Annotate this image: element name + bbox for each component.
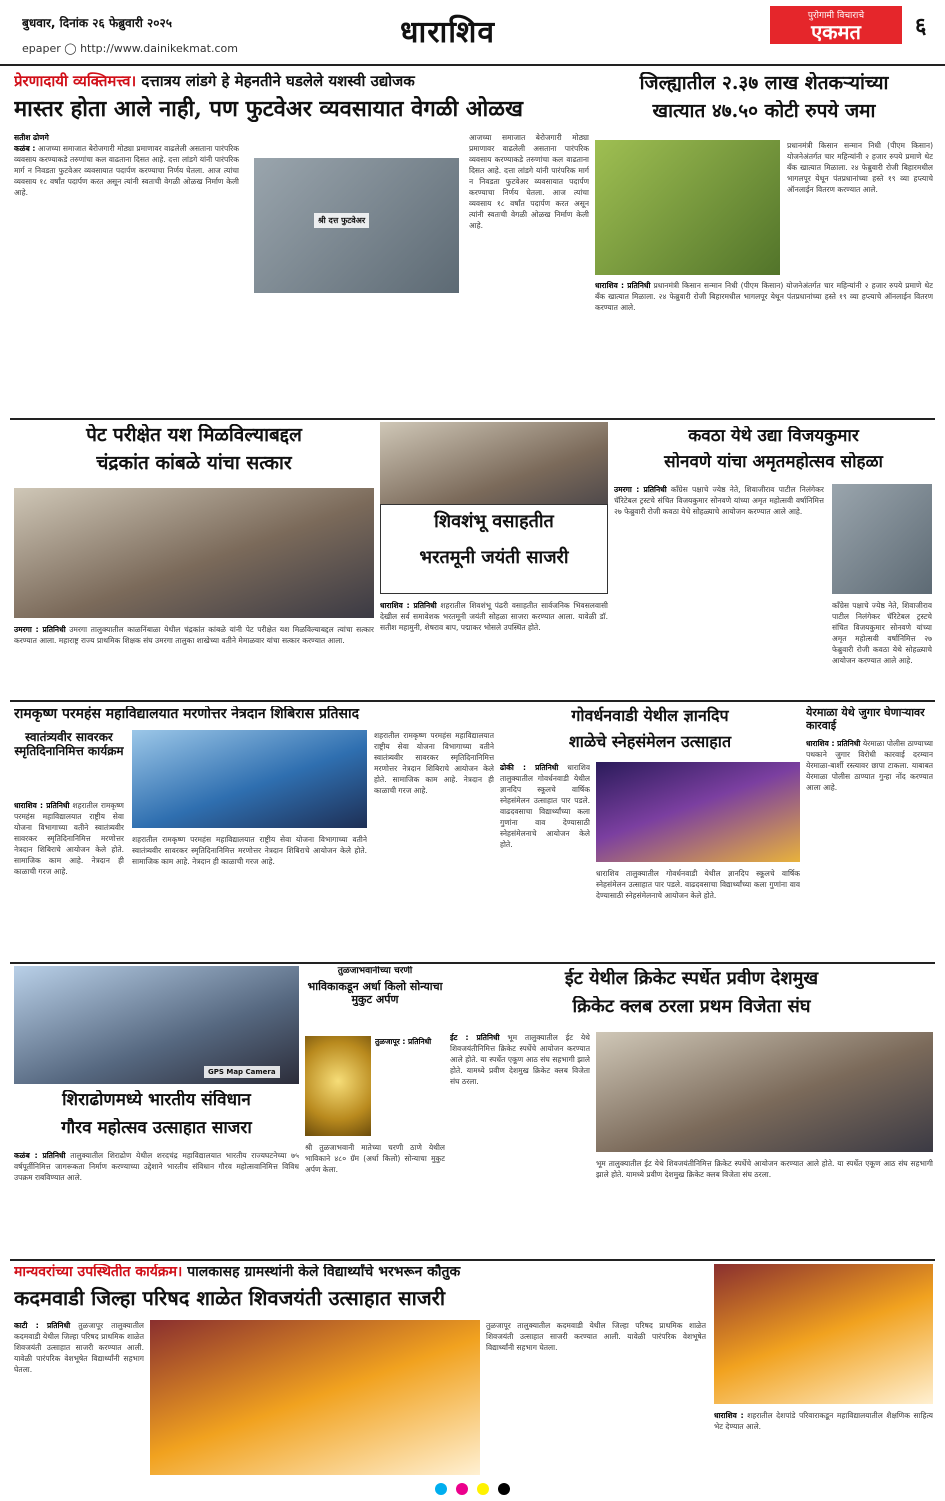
body-text: शहरातील रामकृष्ण परमहंस महाविद्यालयात राष्ट्रीय सेवा योजना विभागाच्या वतीने स्वातंत्र्यवीर सावरकर स्मृतिदिनानिमित्त मरणोत्तर नेत्रदान शिबिराचे आयोजन केले होते. सामाजिक काम आहे. नेत्रदान ही काळाची गरज आहे. xyxy=(14,801,124,876)
story-body xyxy=(14,800,124,955)
brand-tagline: पुरोगामी विचाराचे xyxy=(807,11,865,21)
dateline: कळंब : xyxy=(14,144,36,153)
epaper-label: epaper xyxy=(22,42,61,55)
headline-line1: शिराढोणमध्ये भारतीय संविधान xyxy=(62,1090,251,1110)
headline-line1: गोवर्धनवाडी येथील ज्ञानदिप xyxy=(571,706,729,725)
edition-title: धाराशिव xyxy=(400,15,496,50)
story-constitution-festival xyxy=(14,966,299,1256)
headline-line2: क्रिकेट क्लब ठरला प्रथम विजेता संघ xyxy=(572,996,811,1017)
body-text: भूम तालुक्यातील ईट येथे शिवजयंतीनिमित्त क्रिकेट स्पर्धेचे आयोजन करण्यात आले होते. या स्पर्धेत एकूण आठ संघ सहभागी झाले होते. यामध्ये प्रवीण देशमुख क्रिकेट क्लब विजेता संघ ठरला. xyxy=(450,1033,590,1086)
shop-photo xyxy=(254,158,459,293)
masthead xyxy=(0,0,945,66)
school-photo xyxy=(714,1264,933,1404)
brand-name: एकमत xyxy=(811,20,861,44)
site-url: http://www.dainikekmat.com xyxy=(80,42,238,55)
brand-logo xyxy=(770,6,902,44)
side-dateline: धाराशिव : xyxy=(714,1411,744,1420)
headline: मास्तर होता आले नाही, पण फुटवेअर व्यवसायात वेगळी ओळख xyxy=(14,96,524,122)
headline: भाविकाकडून अर्धा किलो सोन्याचा मुकुट अर्पण xyxy=(307,980,443,1007)
story-kicker xyxy=(14,72,589,90)
issue-date: बुधवार, दिनांक २६ फेब्रुवारी २०२५ xyxy=(22,16,172,30)
story-gambling-raid xyxy=(806,704,933,959)
cyan-dot xyxy=(435,1483,447,1495)
story-bharatmuni xyxy=(380,422,608,697)
print-registration-bar xyxy=(0,1480,945,1501)
story-body xyxy=(500,762,590,957)
body-text: प्रधानमंत्री किसान सन्मान निधी (पीएम किसान) योजनेअंतर्गत चार महिन्यांनी २ हजार रुपये प्रमाणे थेट बँक खात्यात मिळाला. २४ फेब्रुवारी रोजी बिहारमधील भागलपूर येथून पंतप्रधानांच्या हस्ते १९ व्या हप्त्याचे ऑनलाईन वितरण करण्यात आले. xyxy=(787,141,933,194)
story-body xyxy=(14,132,239,412)
story-pet-exam xyxy=(14,422,374,697)
page-number: ६ xyxy=(915,14,927,39)
byline: सतीश ढोणगे xyxy=(14,133,49,142)
headline-line1: पेट परीक्षेत यश मिळविल्याबद्दल xyxy=(86,424,302,446)
kicker-rest: दत्तात्रय लांडगे हे मेहनतीने घडलेले यशस्वी उद्योजक xyxy=(141,72,415,90)
crown-photo xyxy=(305,1036,371,1136)
celebration-photo xyxy=(150,1320,480,1475)
story-eye-donation xyxy=(14,704,494,959)
team-photo xyxy=(596,1032,933,1152)
story-body-middle xyxy=(132,834,367,954)
seminar-photo xyxy=(132,730,367,828)
divider xyxy=(10,962,935,964)
story-body-side xyxy=(596,1158,933,1254)
kicker-red: मान्यवरांच्या उपस्थितीत कार्यक्रम। xyxy=(14,1264,183,1280)
body-text: प्रधानमंत्री किसान सन्मान निधी (पीएम किसान) योजनेअंतर्गत चार महिन्यांनी २ हजार रुपये प्रमाणे थेट बँक खात्यात मिळाला. २४ फेब्रुवारी रोजी बिहारमधील भागलपूर येथून पंतप्रधानांच्या हस्ते १९ व्या हप्त्याचे ऑनलाईन वितरण करण्यात आले. xyxy=(595,281,933,312)
story-body xyxy=(614,484,824,694)
story-body xyxy=(305,1142,445,1254)
photo-caption: श्री दत्त फुटवेअर xyxy=(314,213,369,228)
body-text: काँग्रेस पक्षाचे ज्येष्ठ नेते, शिवाजीराव पाटील निलंगेकर चॅरिटेबल ट्रस्टचे संचित विजयकुमार सोनवणे यांच्या अमृत महोत्सवी वर्षानिमित्त २७ फेब्रुवारी रोजी कवठा येथे सोहळ्याचे आयोजन करण्यात आले आहे. xyxy=(614,485,824,516)
headline-line1: जिल्ह्यातील २.३७ लाख शेतकऱ्यांच्या xyxy=(639,72,889,94)
story-body xyxy=(14,1150,299,1254)
headline: येरमाळा येथे जुगार घेणाऱ्यावर कारवाई xyxy=(806,706,925,733)
story-amrut-mahotsav xyxy=(614,422,933,697)
body-text: धाराशिव तालुक्यातील गोवर्धनवाडी येथील ज्ञानदिप स्कूलचे वार्षिक स्नेहसंमेलन उत्साहात पार पडले. वाढदवसाचा विद्यार्थ्यांच्या कला गुणांना वाव देण्यासाठी स्नेहसंमेलनाचे आयोजन केले होते. xyxy=(596,869,800,900)
story-body-right xyxy=(374,730,494,955)
divider xyxy=(10,418,935,420)
stage-photo xyxy=(596,762,800,862)
story-body xyxy=(595,280,933,410)
body-text: तुळजापूर तालुक्यातील कदमवाडी येथील जिल्हा परिषद प्राथमिक शाळेत शिवजयंती उत्साहात साजरी करण्यात आली. यावेळी पारंपरिक वेशभूषेत विद्यार्थ्यांनी सहभाग घेतला. xyxy=(14,1321,144,1374)
black-dot xyxy=(498,1483,510,1495)
story-kicker xyxy=(14,1264,714,1281)
body-text: येरमाळा पोलीस ठाण्याच्या पथकाने जुगार विरोधी कारवाई दरम्यान येरमाळा-बार्शी रस्त्यावर छापा टाकला. याबाबत येरमाळा पोलीस ठाण्यात गुन्हा नोंद करण्यात आला आहे. xyxy=(806,739,933,792)
body-text: श्री तुळजाभवानी मातेच्या चरणी ठाणे येथील भाविकाने ४८० ग्रॅम (अर्धा किलो) सोन्याचा मुकुट अर्पण केला. xyxy=(305,1143,445,1174)
story-footwear xyxy=(14,70,589,415)
body-text: धाराशिव तालुक्यातील गोवर्धनवाडी येथील ज्ञानदिप स्कूलचे वार्षिक स्नेहसंमेलन उत्साहात पार पडले. वाढदवसाचा विद्यार्थ्यांच्या कला गुणांना वाव देण्यासाठी स्नेहसंमेलनाचे आयोजन केले होते. xyxy=(500,763,590,849)
side-title: स्वातंत्र्यवीर सावरकर स्मृतिदिनानिमित्त कार्यक्रम xyxy=(14,730,124,759)
divider xyxy=(10,1259,935,1261)
kicker: तुळजाभवानीच्या चरणी xyxy=(337,966,413,976)
dateline: धाराशिव : प्रतिनिधी xyxy=(806,739,861,748)
body-text: शहरातील शिवशंभू पंढरी वसाहतीत सार्वजनिक भिवसलवासी देखील सर्व समावेशक भरतमूनी जयंती सोहळा साजरा करण्यात आला. यावेळी डॉ. सतीश महामुनी, शेषराव बाप, पद्माकर भोसले उपस्थित होते. xyxy=(380,601,608,632)
story-body xyxy=(450,1032,590,1254)
headline: रामकृष्ण परमहंस महाविद्यालयात मरणोत्तर नेत्रदान शिबिरास प्रतिसाद xyxy=(14,706,360,722)
story-body xyxy=(14,1320,144,1475)
body-text: भूम तालुक्यातील ईट येथे शिवजयंतीनिमित्त क्रिकेट स्पर्धेचे आयोजन करण्यात आले होते. या स्पर्धेत एकूण आठ संघ सहभागी झाले होते. यामध्ये प्रवीण देशमुख क्रिकेट क्लब विजेता संघ ठरला. xyxy=(596,1159,933,1179)
headline: कदमवाडी जिल्हा परिषद शाळेत शिवजयंती उत्साहात साजरी xyxy=(14,1286,446,1310)
story-body xyxy=(806,738,933,956)
headline-line2: सोनवणे यांचा अमृतमहोत्सव सोहळा xyxy=(664,452,883,472)
dateline: उमरगा : प्रतिनिधी xyxy=(14,625,66,634)
body-text: तालुक्यातील शिराढोण येथील शरदचंद्र महाविद्यालयात भारतीय राज्यघटनेच्या ७५ वर्षपूर्तीनिमित्त जागरूकता निर्माण करण्याच्या उद्देशाने भारतीय संविधान गौरव महोत्सवानिमित्त विविध उपक्रम राबविण्यात आले. xyxy=(14,1151,299,1182)
story-body xyxy=(14,624,374,694)
yellow-dot xyxy=(477,1483,489,1495)
headline-line2: खात्यात ४७.५० कोटी रुपये जमा xyxy=(652,100,876,122)
story-pm-kisan xyxy=(595,70,933,415)
story-body-side xyxy=(832,600,932,695)
dateline: कळंब : प्रतिनिधी xyxy=(14,1151,66,1160)
dateline: धाराशिव : प्रतिनिधी xyxy=(14,801,70,810)
headline-line1: कवठा येथे उद्या विजयकुमार xyxy=(688,426,859,446)
headline-line1: शिवशंभू वसाहतीत xyxy=(434,511,554,532)
festival-photo xyxy=(14,966,299,1084)
dateline: तुळजापूर : प्रतिनिधी xyxy=(375,1037,432,1046)
divider xyxy=(10,700,935,702)
story-cricket xyxy=(450,966,933,1256)
farmer-photo xyxy=(595,140,780,275)
dateline: काटी : प्रतिनिधी xyxy=(14,1321,71,1330)
story-shivjayanti xyxy=(14,1262,933,1477)
body-text: उमरगा तालुक्यातील काळनिंबाळा येथील चंद्रकांत कांबळे यांनी पेट परीक्षेत यश मिळविल्याबद्दल त्यांचा सत्कार करण्यात आला. महाराष्ट्र राज्य प्राथमिक शिक्षक संघ उमरगा तालुका शाखेच्या वतीने मेमाळवार यांचा सत्कार करण्यात आला. xyxy=(14,625,374,645)
headline-line1: ईट येथील क्रिकेट स्पर्धेत प्रवीण देशमुख xyxy=(564,968,819,989)
story-body-continued xyxy=(469,132,589,412)
body-text: शहरातील रामकृष्ण परमहंस महाविद्यालयात राष्ट्रीय सेवा योजना विभागाच्या वतीने स्वातंत्र्यवीर सावरकर स्मृतिदिनानिमित्त मरणोत्तर नेत्रदान शिबिराचे आयोजन केले होते. सामाजिक काम आहे. नेत्रदान ही काळाची गरज आहे. xyxy=(132,835,367,866)
dateline: ढोकी : प्रतिनिधी xyxy=(500,763,559,772)
body-text: आजच्या समाजात बेरोजगारी मोठ्या प्रमाणावर वाढलेली असताना पारंपरिक व्यवसाय करण्याकडे तरुणांचा कल वाढताना दिसत आहे. दत्ता लांडगे यांनी पारंपरिक मार्ग न निवडता फुटवेअर व्यवसायात पदार्पण करण्याचा निर्णय घेतला. आज त्यांचा व्यवसाय १८ वर्षांत पदार्पण करत असून त्यांनी स्वतःची वेगळी ओळख निर्माण केली आहे. xyxy=(469,133,589,230)
side-text: शहरातील देशपांडे परिवाराकडून महाविद्यालयातील शैक्षणिक साहित्य भेट देण्यात आले. xyxy=(714,1411,933,1431)
dateline: धाराशिव : प्रतिनिधी xyxy=(380,601,437,610)
portrait-photo xyxy=(832,484,932,594)
headline-line2: गौरव महोत्सव उत्साहात साजरा xyxy=(61,1118,252,1138)
story-body-side xyxy=(375,1036,445,1136)
headline-box xyxy=(380,504,608,594)
body-text: काँग्रेस पक्षाचे ज्येष्ठ नेते, शिवाजीराव पाटील निलंगेकर चॅरिटेबल ट्रस्टचे संचित विजयकुमार सोनवणे यांच्या अमृत महोत्सवी वर्षानिमित्त २७ फेब्रुवारी रोजी कवठा येथे सोहळ्याचे आयोजन करण्यात आले आहे. xyxy=(832,601,932,665)
headline-line2: भरतमूनी जयंती साजरी xyxy=(419,546,569,568)
body-text: तुळजापूर तालुक्यातील कदमवाडी येथील जिल्हा परिषद प्राथमिक शाळेत शिवजयंती उत्साहात साजरी करण्यात आली. यावेळी पारंपरिक वेशभूषेत विद्यार्थ्यांनी सहभाग घेतला. xyxy=(486,1321,706,1352)
dateline: ईट : प्रतिनिधी xyxy=(450,1033,500,1042)
dateline: उमरगा : प्रतिनिधी xyxy=(614,485,667,494)
headline-line2: चंद्रकांत कांबळे यांचा सत्कार xyxy=(96,452,292,474)
story-body-side xyxy=(486,1320,706,1475)
story-body xyxy=(380,600,608,695)
story-body-side xyxy=(787,140,933,275)
story-body-side xyxy=(596,868,800,958)
side-story-body xyxy=(714,1410,933,1475)
felicitation-photo xyxy=(14,488,374,618)
magenta-dot xyxy=(456,1483,468,1495)
body-text: शहरातील रामकृष्ण परमहंस महाविद्यालयात राष्ट्रीय सेवा योजना विभागाच्या वतीने स्वातंत्र्यवीर सावरकर स्मृतिदिनानिमित्त मरणोत्तर नेत्रदान शिबिराचे आयोजन केले होते. सामाजिक काम आहे. नेत्रदान ही काळाची गरज आहे. xyxy=(374,731,494,795)
headline-line2: शाळेचे स्नेहसंमेलन उत्साहात xyxy=(568,732,732,751)
globe-icon: ◯ xyxy=(64,42,77,55)
kicker-rest: पालकासह ग्रामस्थांनी केले विद्यार्थ्यांचे भरभरून कौतुक xyxy=(187,1264,461,1280)
kicker-red: प्रेरणादायी व्यक्तिमत्त्व। xyxy=(14,72,137,90)
story-gold-crown xyxy=(305,966,445,1256)
gps-label: GPS Map Camera xyxy=(204,1066,280,1078)
epaper-link[interactable] xyxy=(22,42,238,55)
story-gyandeep-school xyxy=(500,704,800,959)
dateline: धाराशिव : प्रतिनिधी xyxy=(595,281,651,290)
body-text: आजच्या समाजात बेरोजगारी मोठ्या प्रमाणावर वाढलेली असताना पारंपरिक व्यवसाय करण्याकडे तरुणांचा कल वाढताना दिसत आहे. दत्ता लांडगे यांनी पारंपरिक मार्ग न निवडता फुटवेअर व्यवसायात पदार्पण करण्याचा निर्णय घेतला. आज त्यांचा व्यवसाय १८ वर्षांत पदार्पण करत असून त्यांनी स्वतःची वेगळी ओळख निर्माण केली आहे. xyxy=(14,144,239,197)
